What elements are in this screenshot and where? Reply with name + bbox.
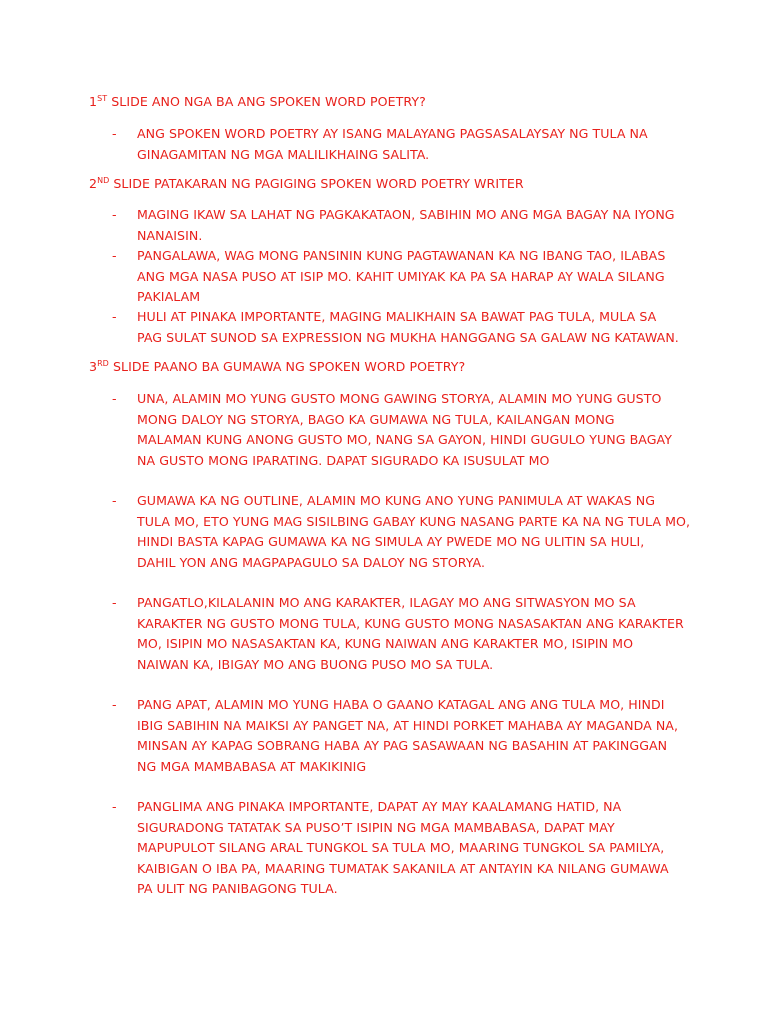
bullet-line: HULI AT PINAKA IMPORTANTE, MAGING MALIKHAIN SA BAWAT PAG TULA, MULA SA (137, 309, 657, 324)
heading-number: 2 (89, 176, 98, 191)
bullet-dash: - (112, 493, 117, 508)
bullet-line: NG MGA MAMBABASA AT MAKIKINIG (137, 758, 367, 774)
heading-ordinal: ND (97, 176, 110, 185)
bullet-line: PA ULIT NG PANIBAGONG TULA. (137, 881, 338, 896)
bullet-line: MAGING IKAW SA LAHAT NG PAGKAKATAON, SABIHIN MO ANG MGA BAGAY NA IYONG (137, 207, 675, 222)
bullet-line: GUMAWA KA NG OUTLINE, ALAMIN MO KUNG ANO YUNG PANIMULA AT WAKAS NG (137, 493, 655, 508)
bullet-text (137, 246, 687, 308)
bullet-text (137, 389, 687, 471)
section-heading-2 (89, 174, 524, 195)
bullet-text (137, 695, 687, 777)
bullet-line: ANG MGA NASA PUSO AT ISIP MO. KAHIT UMIYAK KA PA SA HARAP AY WALA SILANG (137, 268, 665, 284)
bullet-dash: - (112, 248, 117, 263)
section-heading-1 (89, 92, 426, 113)
heading-ordinal: RD (97, 359, 109, 368)
bullet-text (137, 797, 687, 900)
bullet-line: NANAISIN. (137, 227, 203, 243)
bullet-dash: - (112, 207, 117, 222)
bullet-line: SIGURADONG TATATAK SA PUSO’T ISIPIN NG MGA MAMBABASA, DAPAT MAY (137, 819, 615, 835)
heading-title: SLIDE ANO NGA BA ANG SPOKEN WORD POETRY? (107, 94, 426, 109)
bullet-text (137, 205, 687, 246)
bullet-line: ANG SPOKEN WORD POETRY AY ISANG MALAYANG PAGSASALAYSAY NG TULA NA (137, 126, 648, 141)
bullet-text (137, 593, 687, 675)
bullet-line: MO, ISIPIN MO NASASAKTAN KA, KUNG NAIWAN ANG KARAKTER MO, ISIPIN MO (137, 636, 634, 651)
bullet-dash: - (112, 309, 117, 324)
bullet-dash: - (112, 799, 117, 814)
bullet-line: PANGLIMA ANG PINAKA IMPORTANTE, DAPAT AY MAY KAALAMANG HATID, NA (137, 799, 622, 814)
heading-title: SLIDE PATAKARAN NG PAGIGING SPOKEN WORD POETRY WRITER (109, 176, 524, 191)
bullet-line: NAIWAN KA, IBIGAY MO ANG BUONG PUSO MO SA TULA. (137, 656, 494, 672)
bullet-line: PANGALAWA, WAG MONG PANSININ KUNG PAGTAWANAN KA NG IBANG TAO, ILABAS (137, 248, 666, 263)
heading-number: 1 (89, 94, 98, 109)
bullet-line: HINDI BASTA KAPAG GUMAWA KA NG SIMULA AY PWEDE MO NG ULITIN SA HULI, (137, 534, 645, 549)
bullet-line: DAHIL YON ANG MAGPAPAGULO SA DALOY NG STORYA. (137, 554, 486, 570)
bullet-line: TULA MO, ETO YUNG MAG SISILBING GABAY KUNG NASANG PARTE KA NA NG TULA MO, (137, 513, 691, 529)
bullet-line: PAKIALAM (137, 289, 201, 304)
bullet-dash: - (112, 595, 117, 610)
bullet-text (137, 307, 687, 348)
bullet-line: NA GUSTO MONG IPARATING. DAPAT SIGURADO KA ISUSULAT MO (137, 452, 550, 468)
bullet-line: PANGATLO,KILALANIN MO ANG KARAKTER, ILAGAY MO ANG SITWASYON MO SA (137, 595, 636, 610)
bullet-line: MALAMAN KUNG ANONG GUSTO MO, NANG SA GAYON, HINDI GUGULO YUNG BAGAY (137, 432, 672, 447)
bullet-line: UNA, ALAMIN MO YUNG GUSTO MONG GAWING STORYA, ALAMIN MO YUNG GUSTO (137, 391, 662, 406)
bullet-line: GINAGAMITAN NG MGA MALILIKHAING SALITA. (137, 146, 430, 162)
section-heading-3 (89, 357, 465, 378)
bullet-line: PAG SULAT SUNOD SA EXPRESSION NG MUKHA HANGGANG SA GALAW NG KATAWAN. (137, 329, 679, 345)
bullet-dash: - (112, 697, 117, 712)
bullet-line: MAPUPULOT SILANG ARAL TUNGKOL SA TULA MO, MAARING TUNGKOL SA PAMILYA, (137, 840, 665, 855)
bullet-line: KARAKTER NG GUSTO MONG TULA, KUNG GUSTO MONG NASASAKTAN ANG KARAKTER (137, 615, 684, 631)
heading-title: SLIDE PAANO BA GUMAWA NG SPOKEN WORD POETRY? (108, 359, 466, 374)
bullet-dash: - (112, 126, 117, 141)
heading-ordinal: ST (97, 94, 108, 103)
heading-number: 3 (89, 359, 98, 374)
bullet-dash: - (112, 391, 117, 406)
bullet-text (137, 124, 687, 165)
bullet-line: MINSAN AY KAPAG SOBRANG HABA AY PAG SASAWAAN NG BASAHIN AT PAKINGGAN (137, 738, 668, 753)
bullet-line: MONG DALOY NG STORYA, BAGO KA GUMAWA NG TULA, KAILANGAN MONG (137, 411, 615, 427)
bullet-line: PANG APAT, ALAMIN MO YUNG HABA O GAANO KATAGAL ANG ANG TULA MO, HINDI (137, 697, 665, 712)
bullet-line: KAIBIGAN O IBA PA, MAARING TUMATAK SAKANILA AT ANTAYIN KA NILANG GUMAWA (137, 860, 669, 876)
bullet-text (137, 491, 691, 573)
bullet-line: IBIG SABIHIN NA MAIKSI AY PANGET NA, AT HINDI PORKET MAHABA AY MAGANDA NA, (137, 717, 679, 733)
